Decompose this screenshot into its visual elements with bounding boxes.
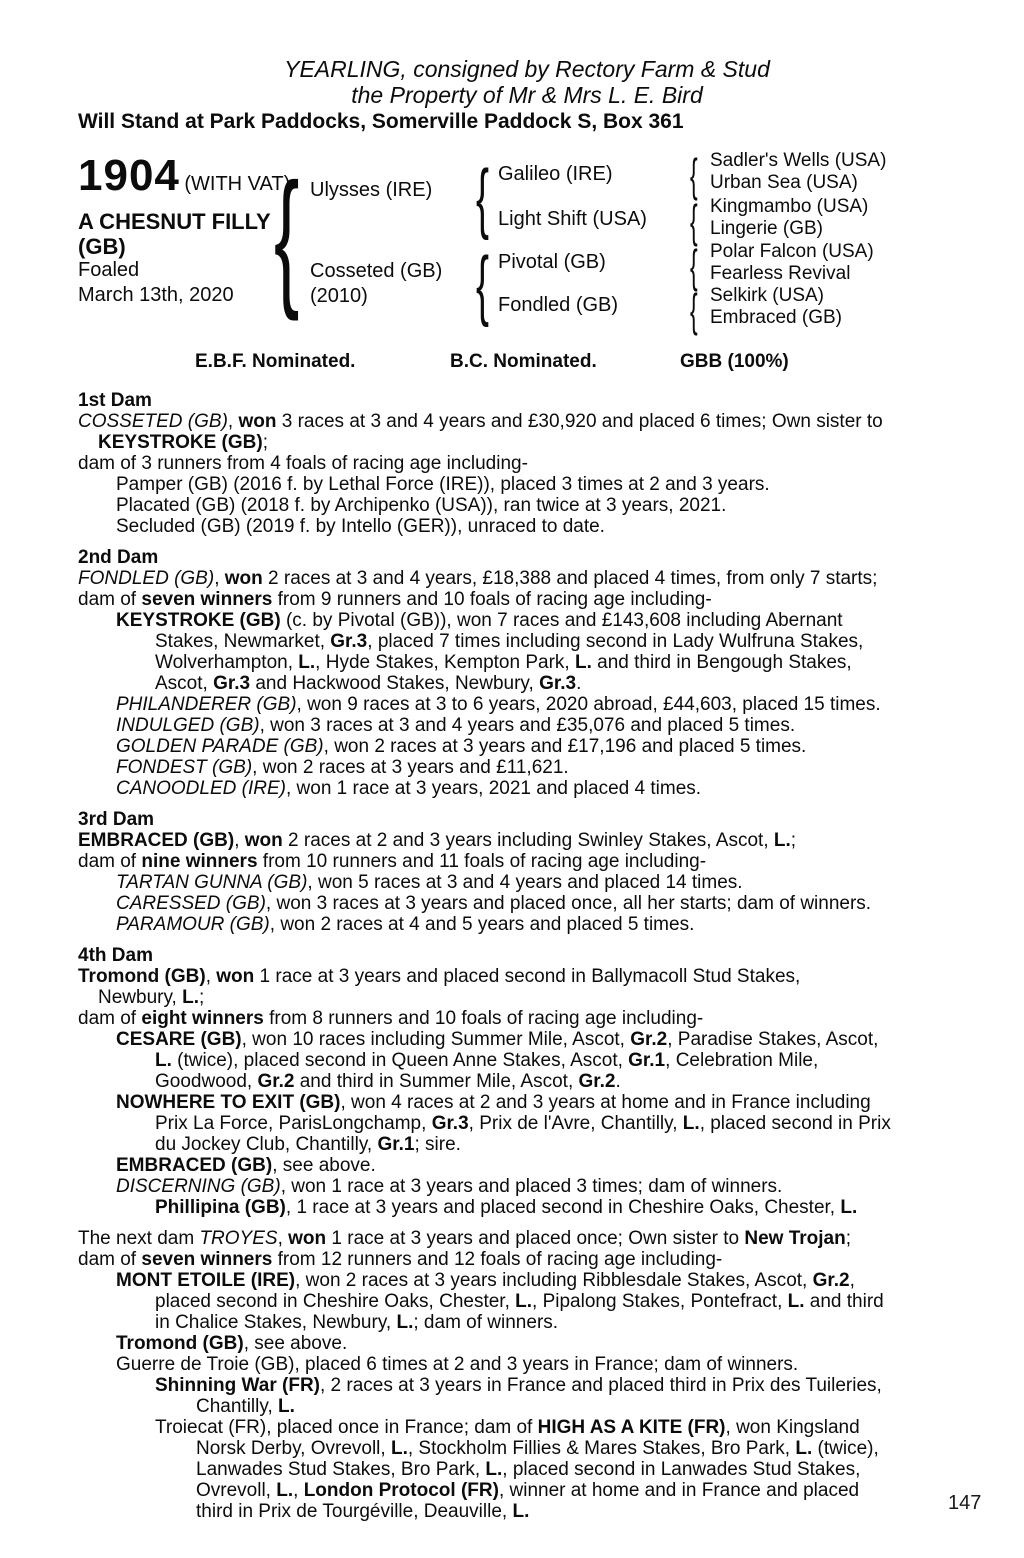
pedigree-paragraph: Placated (GB) (2018 f. by Archipenko (USA)), ran twice at 3 years, 2021.	[116, 495, 727, 516]
bold-text: L.	[840, 1197, 858, 1218]
pedigree-paragraph: CESARE (GB), won 10 races including Summer Mile, Ascot, Gr.2, Paradise Stakes, Ascot, L. (twice), placed second in Queen Anne Stakes, Ascot, Gr.1, Celebration Mile, Goodwood, Gr.2 and third in Summer Mile, Ascot, Gr.2.	[116, 1029, 879, 1092]
bold-text: won	[216, 966, 255, 987]
italic-text: DISCERNING (GB)	[116, 1176, 281, 1197]
property-line: the Property of Mr & Mrs L. E. Bird	[351, 82, 703, 108]
bold-text: Gr.2	[812, 1270, 850, 1291]
bold-text: L.	[773, 830, 791, 851]
bold-text: L.	[485, 1459, 503, 1480]
bold-text: Shinning War (FR)	[155, 1375, 320, 1396]
consignment-title: YEARLING, consigned by Rectory Farm & Stud	[284, 56, 770, 82]
bold-text: KEYSTROKE (GB)	[116, 610, 281, 631]
bold-text: L.	[276, 1480, 294, 1501]
dam-heading: 1st Dam	[78, 390, 152, 411]
bold-text: won	[244, 830, 283, 851]
pedigree-paragraph: FONDLED (GB), won 2 races at 3 and 4 years, £18,388 and placed 4 times, from only 7 starts;	[78, 568, 878, 589]
bold-text: won	[288, 1228, 327, 1249]
bold-text: won	[224, 568, 263, 589]
pedigree-paragraph: dam of seven winners from 12 runners and 12 foals of racing age including-	[78, 1249, 723, 1270]
bold-text: Gr.3	[539, 673, 577, 694]
bold-text: EMBRACED (GB)	[78, 830, 235, 851]
bold-text: L.	[182, 987, 200, 1008]
lot-line	[78, 151, 290, 201]
bold-text: London Protocol (FR)	[303, 1480, 499, 1501]
bold-text: L.	[390, 1438, 408, 1459]
bold-text: L.	[787, 1291, 805, 1312]
great-grandparent-pair	[710, 285, 842, 329]
nomination-label: GBB (100%)	[680, 351, 789, 372]
great-grandparent-pair	[710, 196, 868, 240]
bold-text: Gr.2	[257, 1071, 295, 1092]
bold-text: L.	[574, 652, 592, 673]
pedigree-paragraph: The next dam TROYES, won 1 race at 3 years and placed once; Own sister to New Trojan;	[78, 1228, 852, 1249]
great-grandparent-pair	[710, 241, 874, 285]
dam-section	[78, 390, 976, 537]
pedigree-paragraph: MONT ETOILE (IRE), won 2 races at 3 years including Ribblesdale Stakes, Ascot, Gr.2, placed second in Cheshire Oaks, Chester, L., Pipalong Stakes, Pontefract, L. and third in Chalice Stakes, Newbury, L.; dam of winners.	[116, 1270, 884, 1333]
pedigree-paragraph: FONDEST (GB), won 2 races at 3 years and £11,621.	[116, 757, 569, 778]
dam-section	[78, 547, 976, 799]
great-grandparent-name: Selkirk (USA)	[710, 285, 825, 306]
dam-heading: 2nd Dam	[78, 547, 159, 568]
bold-text: nine winners	[141, 851, 258, 872]
bold-text: Gr.1	[628, 1050, 666, 1071]
pedigree-paragraph: EMBRACED (GB), won 2 races at 2 and 3 years including Swinley Stakes, Ascot, L.;	[78, 830, 797, 851]
bold-text: EMBRACED (GB)	[116, 1155, 273, 1176]
italic-text: TARTAN GUNNA (GB)	[116, 872, 308, 893]
italic-text: CANOODLED (IRE)	[116, 778, 286, 799]
pedigree-text	[78, 390, 976, 1522]
bold-text: Gr.3	[330, 631, 368, 652]
pedigree-paragraph: PARAMOUR (GB), won 2 races at 4 and 5 years and placed 5 times.	[116, 914, 695, 935]
great-grandparent-name: Urban Sea (USA)	[710, 172, 858, 193]
pedigree-paragraph: Shinning War (FR), 2 races at 3 years in France and placed third in Prix des Tuileries, Chantilly, L.	[155, 1375, 882, 1417]
pedigree-paragraph: dam of 3 runners from 4 foals of racing age including-	[78, 453, 528, 474]
pedigree-paragraph: Phillipina (GB), 1 race at 3 years and placed second in Cheshire Oaks, Chester, L.	[155, 1197, 858, 1218]
italic-text: FONDLED (GB)	[78, 568, 215, 589]
pedigree-paragraph: Pamper (GB) (2016 f. by Lethal Force (IRE)), placed 3 times at 2 and 3 years.	[116, 474, 770, 495]
dam-section	[78, 809, 976, 935]
nomination-label: E.B.F. Nominated.	[195, 351, 356, 372]
great-grandparent-name: Polar Falcon (USA)	[710, 241, 874, 262]
pedigree-table	[78, 147, 976, 343]
nomination-label: B.C. Nominated.	[450, 351, 597, 372]
italic-text: PHILANDERER (GB)	[116, 694, 297, 715]
horse-description: A CHESNUT FILLY (GB)	[78, 209, 271, 259]
italic-text: INDULGED (GB)	[116, 715, 260, 736]
dam-year: (2010)	[310, 285, 368, 307]
dam-name-block	[310, 259, 442, 309]
pedigree-paragraph: EMBRACED (GB), see above.	[116, 1155, 376, 1176]
bold-text: Tromond (GB)	[116, 1333, 244, 1354]
title-block	[78, 56, 976, 135]
pedigree-paragraph: Tromond (GB), see above.	[116, 1333, 348, 1354]
dam-section	[78, 945, 976, 1218]
dam-section	[78, 1228, 976, 1522]
grandparent-name: Fondled (GB)	[498, 294, 619, 316]
bold-text: L.	[396, 1312, 414, 1333]
grandparent-name: Pivotal (GB)	[498, 251, 606, 273]
bold-text: CESARE (GB)	[116, 1029, 242, 1050]
bold-text: HIGH AS A KITE (FR)	[537, 1417, 726, 1438]
bold-text: seven winners	[141, 589, 273, 610]
bold-text: won	[238, 411, 277, 432]
pedigree-paragraph: PHILANDERER (GB), won 9 races at 3 to 6 years, 2020 abroad, £44,603, placed 15 times.	[116, 694, 881, 715]
bold-text: Phillipina (GB)	[155, 1197, 286, 1218]
pedigree-paragraph: CANOODLED (IRE), won 1 race at 3 years, 2021 and placed 4 times.	[116, 778, 702, 799]
italic-text: FONDEST (GB)	[116, 757, 253, 778]
pedigree-paragraph: Troiecat (FR), placed once in France; dam of HIGH AS A KITE (FR), won Kingsland Norsk Derby, Ovrevoll, L., Stockholm Fillies & Mares Stakes, Bro Park, L. (twice), Lanwades Stud Stakes, Bro Park, L., placed second in Lanwades Stud Stakes, Ovrevoll, L., London Protocol (FR), winner at home and in France and placed third in Prix de Tourgéville, Deauville, L.	[155, 1417, 879, 1522]
grandparent-name: Light Shift (USA)	[498, 208, 647, 230]
pedigree-paragraph: TARTAN GUNNA (GB), won 5 races at 3 and 4 years and placed 14 times.	[116, 872, 743, 893]
great-grandparent-name: Fearless Revival	[710, 263, 851, 284]
italic-text: COSSETED (GB)	[78, 411, 228, 432]
bold-text: Gr.3	[431, 1113, 469, 1134]
bold-text: seven winners	[141, 1249, 273, 1270]
grandparent-name: Galileo (IRE)	[498, 163, 613, 185]
dam-heading: 4th Dam	[78, 945, 153, 966]
pedigree-brace-gg4	[690, 287, 705, 333]
bold-text: KEYSTROKE (GB)	[98, 432, 263, 453]
sire-name: Ulysses (IRE)	[310, 179, 433, 201]
foaled-date: March 13th, 2020	[78, 284, 234, 306]
italic-text: TROYES	[199, 1228, 278, 1249]
pedigree-brace-gg3	[690, 243, 705, 289]
pedigree-paragraph: dam of nine winners from 10 runners and 11 foals of racing age including-	[78, 851, 707, 872]
pedigree-paragraph: GOLDEN PARADE (GB), won 2 races at 3 years and £17,196 and placed 5 times.	[116, 736, 807, 757]
pedigree-paragraph: dam of eight winners from 8 runners and 10 foals of racing age including-	[78, 1008, 704, 1029]
bold-text: L.	[682, 1113, 700, 1134]
pedigree-paragraph: INDULGED (GB), won 3 races at 3 and 4 years and £35,076 and placed 5 times.	[116, 715, 796, 736]
dam-heading: 3rd Dam	[78, 809, 155, 830]
pedigree-paragraph: NOWHERE TO EXIT (GB), won 4 races at 2 and 3 years at home and in France including Prix La Force, ParisLongchamp, Gr.3, Prix de l'Avre, Chantilly, L., placed second in Prix du Jockey Club, Chantilly, Gr.1; sire.	[116, 1092, 891, 1155]
bold-text: Tromond (GB)	[78, 966, 206, 987]
lot-number: 1904	[78, 151, 180, 200]
pedigree-paragraph: KEYSTROKE (GB) (c. by Pivotal (GB)), won 7 races and £143,608 including Abernant Stakes, Newmarket, Gr.3, placed 7 times including second in Lady Wulfruna Stakes, Wolverhampton, L., Hyde Stakes, Kempton Park, L. and third in Bengough Stakes, Ascot, Gr.3 and Hackwood Stakes, Newbury, Gr.3.	[116, 610, 864, 694]
pedigree-brace-gg2	[690, 198, 705, 244]
bold-text: Gr.1	[377, 1134, 415, 1155]
bold-text: L.	[298, 652, 316, 673]
pedigree-paragraph: DISCERNING (GB), won 1 race at 3 years and placed 3 times; dam of winners.	[116, 1176, 783, 1197]
bold-text: Gr.3	[213, 673, 251, 694]
bold-text: Gr.2	[630, 1029, 668, 1050]
bold-text: eight winners	[141, 1008, 264, 1029]
italic-text: PARAMOUR (GB)	[116, 914, 270, 935]
great-grandparent-name: Sadler's Wells (USA)	[710, 150, 887, 171]
bold-text: NOWHERE TO EXIT (GB)	[116, 1092, 341, 1113]
pedigree-paragraph: COSSETED (GB), won 3 races at 3 and 4 years and £30,920 and placed 6 times; Own sister to KEYSTROKE (GB);	[78, 411, 883, 453]
bold-text: New Trojan	[744, 1228, 846, 1249]
italic-text: CARESSED (GB)	[116, 893, 266, 914]
great-grandparent-name: Lingerie (GB)	[710, 218, 823, 239]
bold-text: L.	[155, 1050, 172, 1071]
vat-note: (WITH VAT)	[184, 173, 291, 195]
bold-text: L.	[278, 1396, 295, 1417]
pedigree-paragraph: dam of seven winners from 9 runners and 10 foals of racing age including-	[78, 589, 712, 610]
foaled-label: Foaled	[78, 259, 140, 281]
pedigree-paragraph: Secluded (GB) (2019 f. by Intello (GER)), unraced to date.	[116, 516, 605, 537]
pedigree-paragraph: CARESSED (GB), won 3 races at 3 years and placed once, all her starts; dam of winners.	[116, 893, 872, 914]
pedigree-paragraph: Tromond (GB), won 1 race at 3 years and placed second in Ballymacoll Stud Stakes, Newbury, L.;	[78, 966, 801, 1008]
pedigree-brace-gg1	[690, 152, 705, 198]
bold-text: L.	[795, 1438, 813, 1459]
dam-name: Cosseted (GB)	[310, 260, 443, 282]
great-grandparent-name: Embraced (GB)	[710, 307, 842, 328]
bold-text: L.	[515, 1291, 533, 1312]
great-grandparent-name: Kingmambo (USA)	[710, 196, 869, 217]
page-number: 147	[948, 1492, 982, 1514]
italic-text: GOLDEN PARADE (GB)	[116, 736, 324, 757]
pedigree-paragraph: Guerre de Troie (GB), placed 6 times at 2 and 3 years in France; dam of winners.	[116, 1354, 799, 1375]
great-grandparent-pair	[710, 150, 886, 194]
stand-location: Will Stand at Park Paddocks, Somerville Paddock S, Box 361	[78, 110, 684, 133]
nominations-row	[78, 351, 976, 375]
bold-text: L.	[512, 1501, 530, 1522]
bold-text: MONT ETOILE (IRE)	[116, 1270, 296, 1291]
bold-text: Gr.2	[578, 1071, 616, 1092]
